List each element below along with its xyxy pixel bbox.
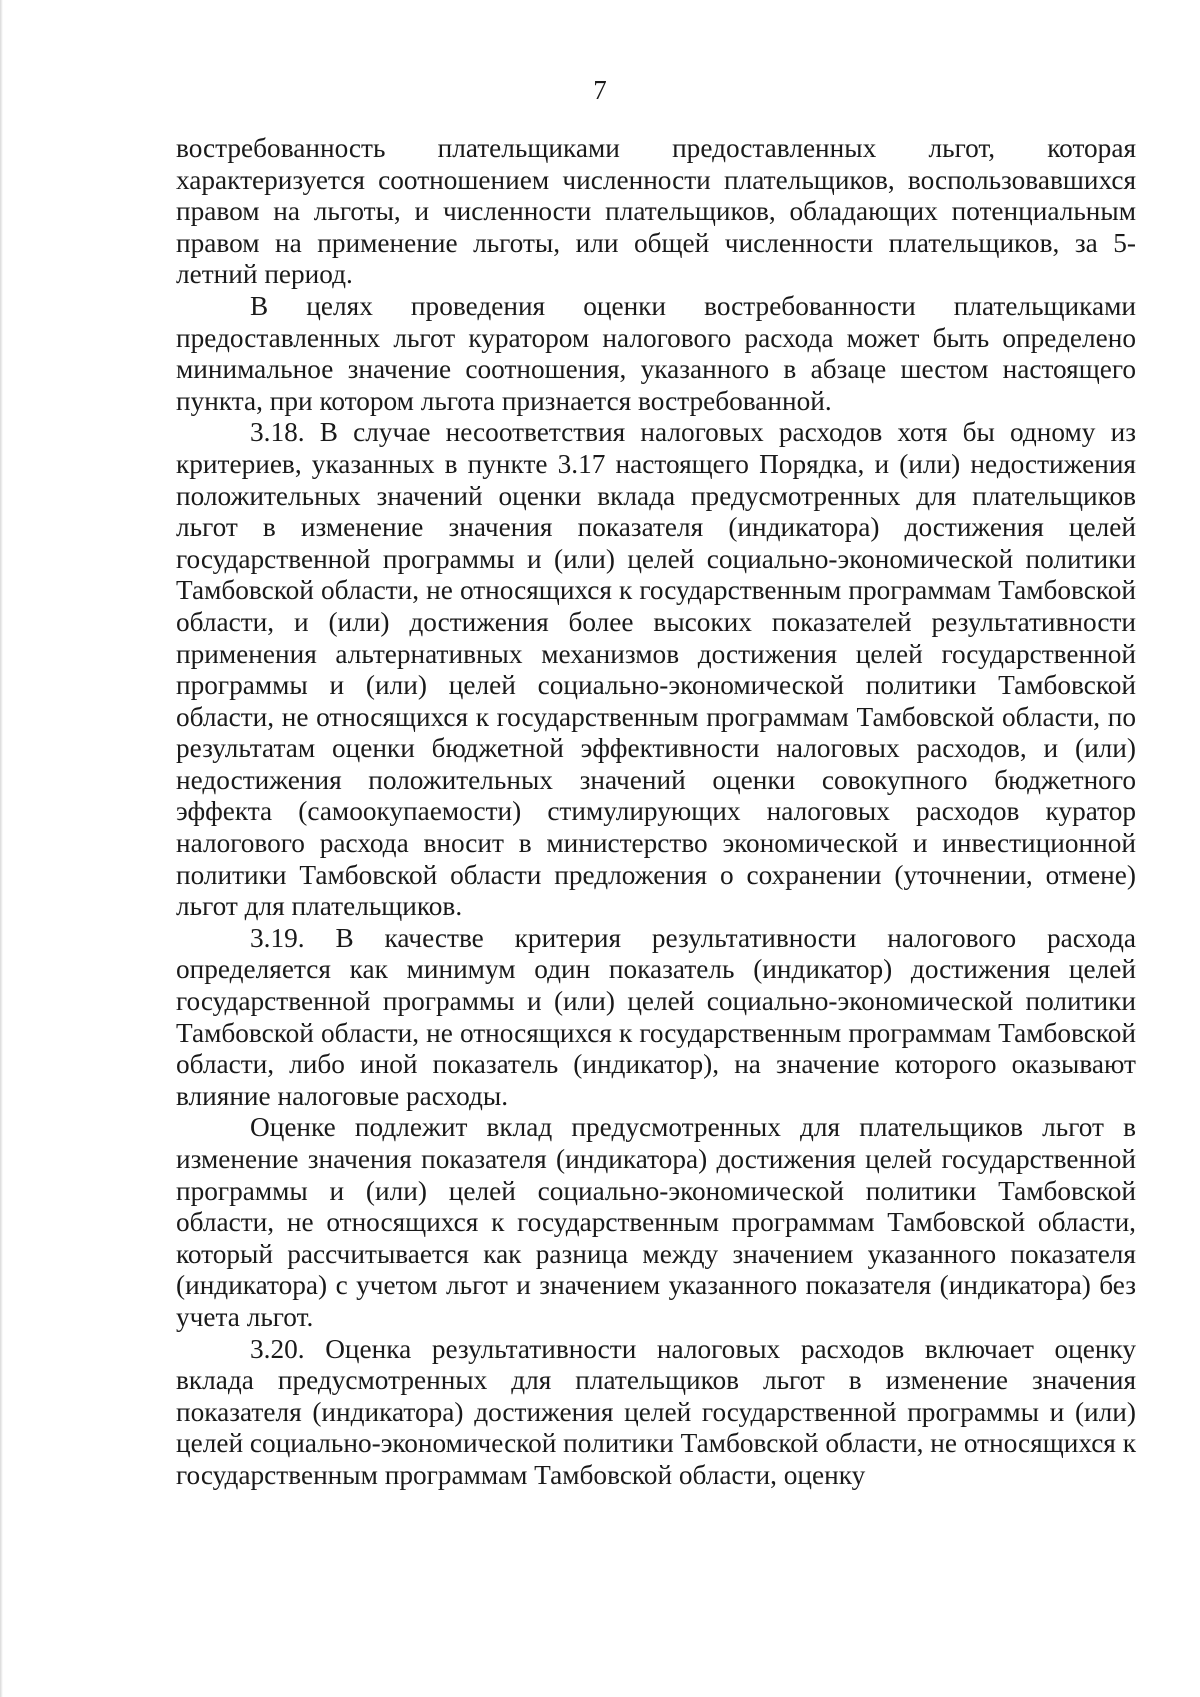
document-body — [176, 133, 1136, 1492]
scan-edge — [0, 0, 3, 1697]
paragraph-3-19: 3.19. В качестве критерия результативности налогового расхода определяется как минимум один показатель (индикатор) достижения целей государственной программы и (или) целей социально-экономической политики Тамбовской области, не относящихся к государственным программам Тамбовской области, либо иной показатель (индикатор), на значение которого оказывают влияние налоговые расходы. — [176, 922, 1136, 1111]
paragraph-continuation: востребованность плательщиками предоставленных льгот, которая характеризуется соотношением численности плательщиков, воспользовавшихся правом на льготы, и численности плательщиков, обладающих потенциальным правом на применение льготы, или общей численности плательщиков, за 5-летний период. — [176, 133, 1136, 290]
paragraph-minimum-ratio: В целях проведения оценки востребованности плательщиками предоставленных льгот куратором налогового расхода может быть определено минимальное значение соотношения, указанного в абзаце шестом настоящего пункта, при котором льгота признается востребованной. — [176, 290, 1136, 416]
paragraph-contribution-assessment: Оценке подлежит вклад предусмотренных для плательщиков льгот в изменение значения показателя (индикатора) достижения целей государственной программы и (или) целей социально-экономической политики Тамбовской области, не относящихся к государственным программам Тамбовской области, который рассчитывается как разница между значением указанного показателя (индикатора) с учетом льгот и значением указанного показателя (индикатора) без учета льгот. — [176, 1112, 1136, 1332]
page-number: 7 — [593, 75, 607, 105]
paragraph-3-18: 3.18. В случае несоответствия налоговых расходов хотя бы одному из критериев, указанных в пункте 3.17 настоящего Порядка, и (или) недостижения положительных значений оценки вклада предусмотренных для плательщиков льгот в изменение значения показателя (индикатора) достижения целей государственной программы и (или) целей социально-экономической политики Тамбовской области, не относящихся к государственным программам Тамбовской области, и (или) достижения более высоких показателей результативности применения альтернативных механизмов достижения целей государственной программы и (или) целей социально-экономической политики Тамбовской области, не относящихся к государственным программам Тамбовской области, по результатам оценки бюджетной эффективности налоговых расходов, и (или) недостижения положительных значений оценки совокупного бюджетного эффекта (самоокупаемости) стимулирующих налоговых расходов куратор налогового расхода вносит в министерство экономической и инвестиционной политики Тамбовской области предложения о сохранении (уточнении, отмене) льгот для плательщиков. — [176, 417, 1136, 922]
paragraph-3-20: 3.20. Оценка результативности налоговых расходов включает оценку вклада предусмотренных для плательщиков льгот в изменение значения показателя (индикатора) достижения целей государственной программы и (или) целей социально-экономической политики Тамбовской области, не относящихся к государственным программам Тамбовской области, оценку — [176, 1333, 1136, 1490]
